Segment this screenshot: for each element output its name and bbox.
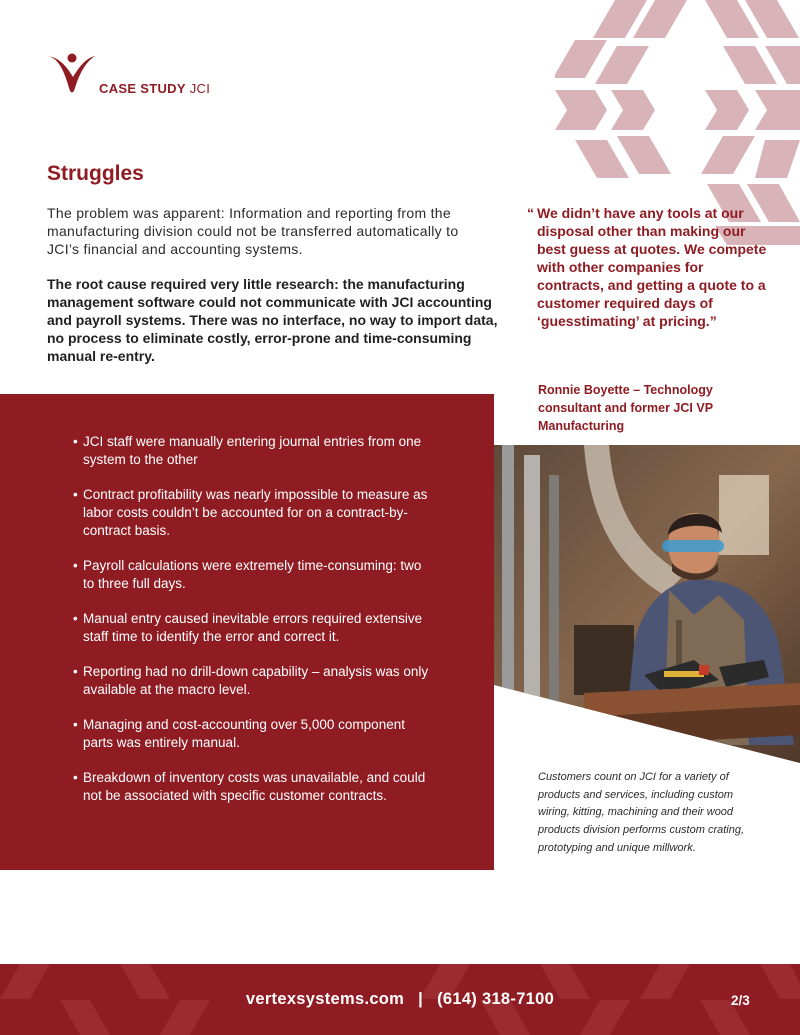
list-item-text: Reporting had no drill-down capability – analysis was only available at the macro level.: [83, 664, 429, 697]
list-item: • Reporting had no drill-down capability – analysis was only available at the macro level.: [73, 664, 429, 697]
list-item: • Breakdown of inventory costs was unavailable, and could not be associated with specific customer contracts.: [73, 770, 426, 803]
footer-phone-link[interactable]: (614) 318-7100: [437, 990, 555, 1008]
list-item: • Contract profitability was nearly impossible to measure as labor costs couldn’t be accounted for on a contract-by-contract basis.: [73, 487, 428, 538]
list-item-text: JCI staff were manually entering journal entries from one system to the other: [83, 434, 422, 467]
quote-attribution: Ronnie Boyette – Technology consultant and former JCI VP Manufacturing: [538, 383, 713, 433]
footer-website-link[interactable]: vertexsystems.com: [245, 990, 405, 1008]
list-item: • JCI staff were manually entering journal entries from one system to the other: [73, 434, 422, 467]
quote-open-mark: “: [527, 205, 534, 221]
footer-contact: [0, 990, 800, 1009]
struggles-list: [73, 433, 433, 822]
intro-paragraph: The problem was apparent: Information and reporting from the manufacturing division could not be transferred automatically to JCI’s financial and accounting systems.: [47, 205, 459, 257]
root-cause-paragraph: The root cause required very little research: the manufacturing management software could not communicate with JCI accounting and payroll systems. There was no interface, no way to import data, no process to eliminate costly, error-prone and time-consuming manual re-entry.: [47, 276, 498, 364]
photo-caption: Customers count on JCI for a variety of products and services, including custom wiring, kitting, machining and their wood products division performs custom crating, prototyping and unique millwork.: [538, 771, 745, 854]
quote-text: We didn’t have any tools at our disposal other than making our best guess at quotes. We compete with other companies for contracts, and getting a quote to a customer required days of ‘guesstimating’ at pricing.”: [537, 205, 767, 329]
list-item: • Manual entry caused inevitable errors required extensive staff time to identify the error and correct it.: [73, 611, 423, 644]
page-number: 2/3: [731, 993, 750, 1008]
workshop-photo: [494, 445, 800, 763]
case-study-label-company: JCI: [189, 81, 211, 96]
list-item-text: Manual entry caused inevitable errors required extensive staff time to identify the error and correct it.: [83, 611, 423, 644]
vertex-logo-icon: [46, 50, 96, 96]
list-item: • Managing and cost-accounting over 5,000 component parts was entirely manual.: [73, 717, 405, 750]
list-item-text: Breakdown of inventory costs was unavailable, and could not be associated with specific customer contracts.: [83, 770, 426, 803]
footer-bar: [0, 964, 800, 1035]
section-title: Struggles: [47, 162, 144, 185]
footer-separator: |: [418, 990, 424, 1008]
list-item-text: Managing and cost-accounting over 5,000 component parts was entirely manual.: [83, 717, 405, 750]
list-item-text: Payroll calculations were extremely time-consuming: two to three full days.: [83, 558, 422, 591]
list-item: • Payroll calculations were extremely time-consuming: two to three full days.: [73, 558, 422, 591]
pull-quote: [527, 204, 767, 330]
case-study-label-bold: CASE STUDY: [99, 81, 186, 96]
list-item-text: Contract profitability was nearly impossible to measure as labor costs couldn’t be accounted for on a contract-by-contract basis.: [83, 487, 428, 538]
case-study-label: [99, 81, 210, 96]
